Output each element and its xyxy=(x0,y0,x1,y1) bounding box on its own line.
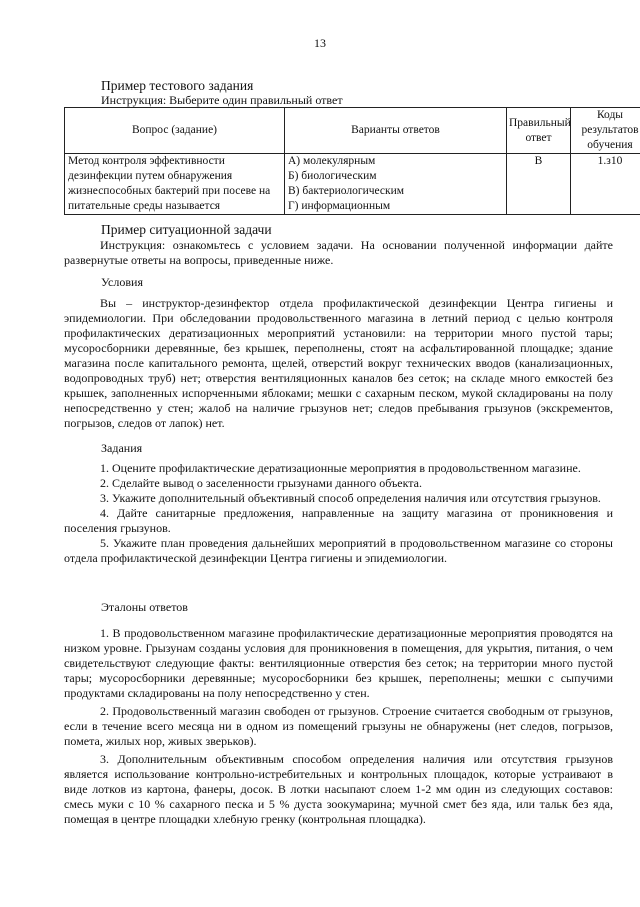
header-correct-answer: Правильный ответ xyxy=(507,108,571,154)
cell-options xyxy=(285,154,507,215)
task-item: 3. Укажите дополнительный объективный способ определения наличия или отсутствия грызунов. xyxy=(100,491,601,505)
conditions-text: Вы – инструктор-дезинфектор отдела профилактической дезинфекции Центра гигиены и эпидемиологии. При обследовании продовольственного магазина в летний период с целью контроля профилактических дератизационных мероприятий установили: на территории много пустой тары; мусоросборники деревянные, без крышек, переполнены, стоят на асфальтированной площадке; здание магазина после капитального ремонта, щелей, отверстий вокруг технических вводов (канализационных, водопроводных труб) нет; отверстия вентиляционных каналов без сеток; на складе много емкостей без крышек, заполненных испорченными яблоками; мешки с сахарным песком, мукой складированы на полу непосредственно у стен; жалоб на наличие грызунов нет; следов пребывания грызунов (экскрементов, погрызов, следов от лапок) нет. xyxy=(64,296,613,430)
cell-result-code: 1.з10 xyxy=(571,154,640,215)
situational-instruction: Инструкция: ознакомьтесь с условием задачи. На основании полученной информации дайте развернутые ответы на вопросы, приведенные ниже. xyxy=(64,238,613,267)
option-d: Г) информационным xyxy=(288,200,391,212)
task-item: 2. Сделайте вывод о заселенности грызунами данного объекта. xyxy=(100,476,422,490)
test-question-table xyxy=(64,107,640,215)
header-options: Варианты ответов xyxy=(285,108,507,154)
situational-instruction-block xyxy=(64,238,613,268)
header-question: Вопрос (задание) xyxy=(65,108,285,154)
tasks-list xyxy=(64,461,613,566)
task-item: 4. Дайте санитарные предложения, направленные на защиту магазина от проникновения и поселения грызунов. xyxy=(64,506,613,535)
cell-question: Метод контроля эффективности дезинфекции путем обнаружения жизнеспособных бактерий при посеве на питательные среды называется xyxy=(65,154,285,215)
conditions-block xyxy=(64,296,613,431)
answer-item: 2. Продовольственный магазин свободен от грызунов. Строение считается свободным от грызунов, если в течение всего месяца ни в одном из помещений грызуны не обнаружены (нет следов, погрызов, помета, жилых нор, живых зверьков). xyxy=(64,704,613,748)
task-item: 1. Оцените профилактические дератизационные мероприятия в продовольственном магазине. xyxy=(100,461,581,475)
page-number: 13 xyxy=(314,36,326,50)
table-row xyxy=(65,154,640,215)
task-item: 5. Укажите план проведения дальнейших мероприятий в продовольственном магазине со стороны отдела профилактической дезинфекции Центра гигиены и эпидемиологии. xyxy=(64,536,613,565)
cell-correct-answer: В xyxy=(507,154,571,215)
answer-item: 3. Дополнительным объективным способом определения наличия или отсутствия грызунов является использование контрольно-истребительных и контрольных площадок, которые устраивают в виде лотков из картона, фанеры, досок. В лотки насыпают слоем 1-2 мм один из следующих составов: смесь муки с 10 % сахарного песка и 5 % дуста зоокумарина; мучной смет без яда, или тальк без яда, помещая в центре площадки хлебную гренку (контрольная площадка). xyxy=(64,752,613,826)
test-example-title: Пример тестового задания xyxy=(101,78,254,93)
option-b: Б) биологическим xyxy=(288,170,377,182)
situational-title: Пример ситуационной задачи xyxy=(101,222,272,237)
answers-list xyxy=(64,626,613,827)
option-c: В) бактериологическим xyxy=(288,185,405,197)
header-result-codes: Коды результатов обучения xyxy=(571,108,640,154)
answers-heading: Эталоны ответов xyxy=(101,600,188,614)
tasks-heading: Задания xyxy=(101,441,143,455)
test-example-instruction: Инструкция: Выберите один правильный ответ xyxy=(101,93,343,107)
table-header-row xyxy=(65,108,640,154)
answer-item: 1. В продовольственном магазине профилактические дератизационные мероприятия проводятся на низком уровне. Грызунам созданы условия для проникновения в помещения, для укрытия, питания, о чем свидетельствуют следующие факты: вентиляционные отверстия без сеток; на территории много пустой тары; мусоросборники деревянные; мусоросборники без крышек, переполнены; мешки с сыпучими продуктами складированы на полу непосредственно у стен. xyxy=(64,626,613,700)
option-a: А) молекулярным xyxy=(288,155,376,167)
conditions-heading: Условия xyxy=(101,275,143,289)
